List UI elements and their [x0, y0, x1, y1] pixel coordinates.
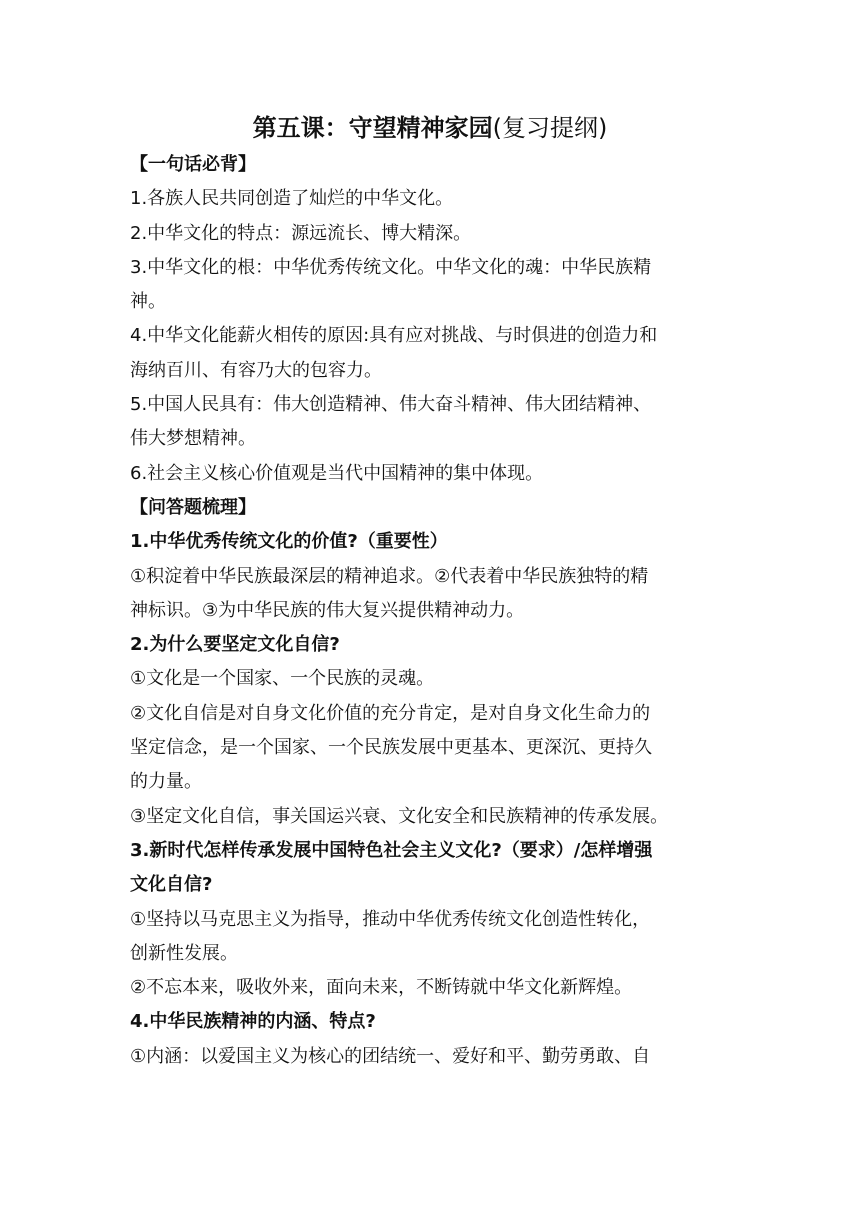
question-heading: 文化自信? — [130, 874, 213, 896]
memorize-line: 3.中华文化的根：中华优秀传统文化。中华文化的魂：中华民族精 — [130, 256, 652, 278]
memorize-line: 海纳百川、有容乃大的包容力。 — [130, 359, 382, 381]
answer-line: ③坚定文化自信，事关国运兴衰、文化安全和民族精神的传承发展。 — [130, 805, 669, 827]
answer-line: 创新性发展。 — [130, 942, 238, 964]
section-heading-memorize: 【一句话必背】 — [130, 154, 256, 175]
title-suffix: (复习提纲) — [492, 114, 608, 142]
answer-line: 神标识。③为中华民族的伟大复兴提供精神动力。 — [130, 599, 525, 621]
memorize-line: 1.各族人民共同创造了灿烂的中华文化。 — [130, 188, 454, 210]
answer-line: ①积淀着中华民族最深层的精神追求。②代表着中华民族独特的精 — [130, 565, 649, 587]
memorize-line: 5.中国人民具有：伟大创造精神、伟大奋斗精神、伟大团结精神、 — [130, 394, 652, 416]
memorize-line: 2.中华文化的特点：源远流长、博大精深。 — [130, 222, 472, 244]
memorize-line: 神。 — [130, 291, 166, 313]
page-title — [130, 110, 730, 146]
answer-line: 的力量。 — [130, 771, 202, 793]
answer-line: 坚定信念，是一个国家、一个民族发展中更基本、更深沉、更持久 — [130, 737, 652, 759]
document-content — [130, 110, 730, 1074]
answer-line: ①坚持以马克思主义为指导，推动中华优秀传统文化创造性转化， — [130, 908, 651, 930]
answer-line: ②文化自信是对自身文化价值的充分肯定，是对自身文化生命力的 — [130, 702, 651, 724]
memorize-line: 4.中华文化能薪火相传的原因:具有应对挑战、与时俱进的创造力和 — [130, 325, 658, 347]
memorize-line: 伟大梦想精神。 — [130, 428, 256, 450]
memorize-line: 6.社会主义核心价值观是当代中国精神的集中体现。 — [130, 462, 544, 484]
title-main: 第五课：守望精神家园 — [252, 114, 493, 142]
answer-line: ②不忘本来，吸收外来，面向未来，不断铸就中华文化新辉煌。 — [130, 977, 633, 999]
section-heading-qa: 【问答题梳理】 — [130, 496, 256, 518]
question-heading: 3.新时代怎样传承发展中国特色社会主义文化?（要求）/怎样增强 — [130, 839, 653, 861]
question-heading: 2.为什么要坚定文化自信? — [130, 634, 340, 656]
question-heading: 4.中华民族精神的内涵、特点? — [130, 1011, 376, 1033]
answer-line: ①内涵：以爱国主义为核心的团结统一、爱好和平、勤劳勇敢、自 — [130, 1045, 651, 1067]
question-heading: 1.中华优秀传统文化的价值?（重要性） — [130, 531, 448, 553]
answer-line: ①文化是一个国家、一个民族的灵魂。 — [130, 668, 435, 690]
